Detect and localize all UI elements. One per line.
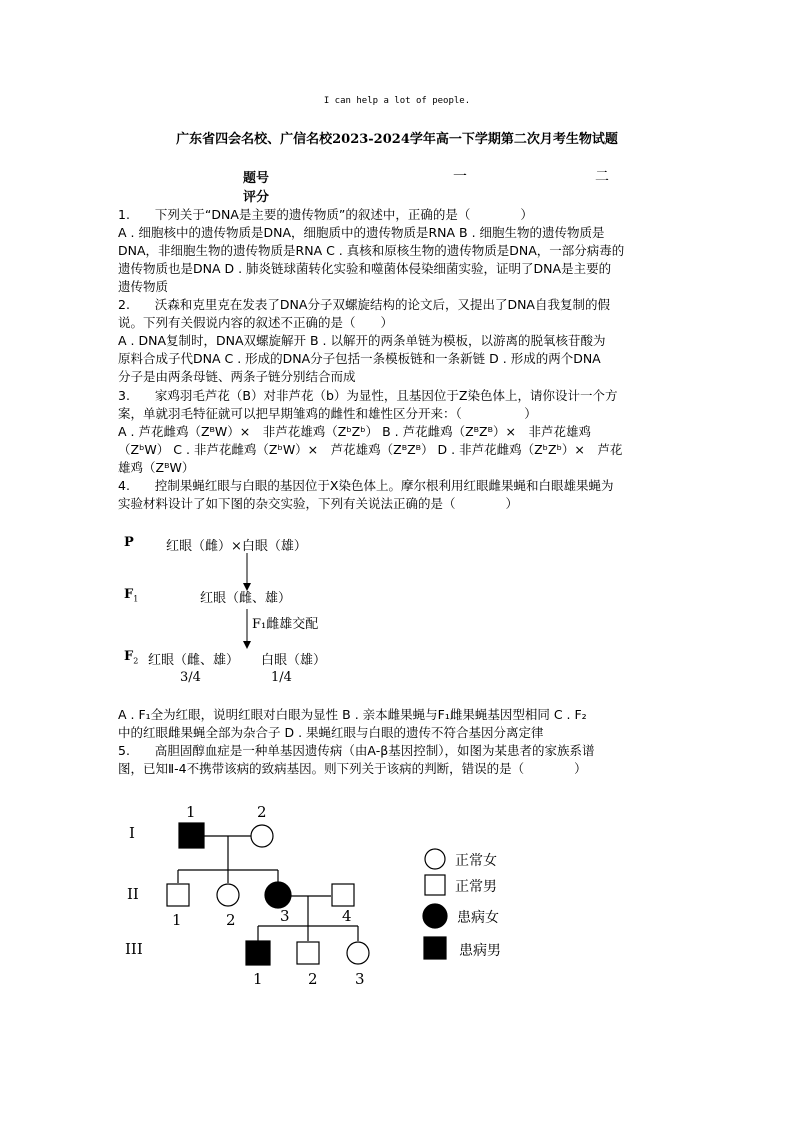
question-2-options-line: 原料合成子代DNA C . 形成的DNA分子包括一条模板链和一条新链 D . 形成的两个DNA <box>118 351 601 366</box>
cross-f2-white: 白眼（雄） <box>261 653 327 668</box>
question-3-stem: 案，单就羽毛特征就可以把早期雏鸡的雌性和雄性区分开来：（ ） <box>118 406 537 421</box>
page-title: 广东省四会名校、广信名校2023-2024学年高一下学期第二次月考生物试题 <box>176 132 618 147</box>
pedigree-label-II-1: 1 <box>172 911 182 929</box>
pedigree-III-3-normal-female <box>347 942 369 964</box>
pedigree-II-1-normal-male <box>167 884 189 906</box>
legend-normal-male-icon <box>425 875 445 895</box>
header-note: I can help a lot of people. <box>323 96 471 106</box>
question-1-options-line: A . 细胞核中的遗传物质是DNA，细胞质中的遗传物质是RNA B . 细胞生物的遗传物质是 <box>118 225 605 240</box>
score-table-score-label: 评分 <box>243 190 270 205</box>
cross-f2-label: $F_2$ <box>124 649 139 666</box>
cross-p-label: P <box>124 535 134 550</box>
question-2-stem: 2. 沃森和克里克在发表了DNA分子双螺旋结构的论文后，又提出了DNA自我复制的假 <box>118 297 610 312</box>
question-3-options-line: 雄鸡（ZᴮW） <box>118 460 195 475</box>
legend-affected-female-icon <box>423 904 447 928</box>
question-2-options-line: A . DNA复制时，DNA双螺旋解开 B . 以解开的两条单链为模板，以游离的脱氧核苷酸为 <box>118 333 606 348</box>
question-4-options-line: 中的红眼雌果蝇全部为杂合子 D . 果蝇红眼与白眼的遗传不符合基因分离定律 <box>118 725 544 740</box>
pedigree-II-4-normal-male <box>332 884 354 906</box>
pedigree-III-2-normal-male <box>297 942 319 964</box>
score-table-question-label: 题号 <box>243 171 270 186</box>
score-table-col-2: 二 <box>595 169 609 185</box>
question-3-options-line: （ZᵇW） C . 非芦花雌鸡（ZᵇW）× 芦花雄鸡（ZᴮZᴮ） D . 非芦花雌鸡（ZᵇZᵇ）× 芦花 <box>118 442 623 457</box>
cross-ratio-red: 3/4 <box>180 670 201 685</box>
question-1-options-line: 遗传物质 <box>118 279 169 294</box>
question-4-options-line: A . F₁全为红眼，说明红眼对白眼为显性 B . 亲本雌果蝇与F₁雌果蝇基因型相同 C . F₂ <box>118 707 587 722</box>
question-5 <box>118 742 678 778</box>
question-4-stem: 4. 控制果蝇红眼与白眼的基因位于X染色体上。摩尔根利用红眼雌果蝇和白眼雄果蝇为 <box>118 478 614 493</box>
pedigree-II-3-affected-female <box>265 882 291 908</box>
legend-affected-female-label: 患病女 <box>457 910 499 926</box>
cross-arrows <box>118 525 378 695</box>
cross-arrowhead-2 <box>243 641 251 649</box>
pedigree-generation-I: I <box>129 824 135 842</box>
cross-ratio-white: 1/4 <box>271 670 292 685</box>
cross-f1-mating: F₁雌雄交配 <box>252 617 319 632</box>
pedigree-chart <box>118 795 538 995</box>
question-5-stem: 图，已知Ⅱ-4不携带该病的致病基因。则下列关于该病的判断，错误的是（ ） <box>118 761 587 776</box>
question-1-options-line: 遗传物质也是DNA D . 肺炎链球菌转化实验和噬菌体侵染细菌实验，证明了DNA是主要的 <box>118 261 612 276</box>
question-5-stem: 5. 高胆固醇血症是一种单基因遗传病（由A-β基因控制），如图为某患者的家族系谱 <box>118 743 595 758</box>
pedigree-I-1-affected-male <box>179 823 204 848</box>
question-1-stem: 1. 下列关于“DNA是主要的遗传物质”的叙述中，正确的是（ ） <box>118 207 533 222</box>
cross-diagram <box>118 525 378 695</box>
question-3 <box>118 387 678 477</box>
cross-p-text: 红眼（雌）×白眼（雄） <box>166 539 307 554</box>
cross-f1-text: 红眼（雌、雄） <box>200 591 292 606</box>
legend-affected-male-icon <box>424 937 446 959</box>
question-3-options-line: A . 芦花雌鸡（ZᴮW）× 非芦花雄鸡（ZᵇZᵇ） B . 芦花雌鸡（ZᴮZᴮ）× 非芦花雄鸡 <box>118 424 591 439</box>
pedigree-label-II-2: 2 <box>226 911 236 929</box>
cross-f2-red: 红眼（雌、雄） <box>148 653 240 668</box>
pedigree-label-II-3: 3 <box>280 907 290 925</box>
question-1 <box>118 206 678 296</box>
cross-f1-label: $F_1$ <box>124 587 139 604</box>
pedigree-II-2-normal-female <box>217 884 239 906</box>
pedigree-label-II-4: 4 <box>342 907 352 925</box>
legend-normal-female-label: 正常女 <box>455 853 497 869</box>
pedigree-label-III-2: 2 <box>308 970 318 988</box>
pedigree-label-III-1: 1 <box>253 970 263 988</box>
pedigree-label-III-3: 3 <box>355 970 365 988</box>
legend-normal-male-label: 正常男 <box>455 879 497 895</box>
score-table-col-1: 一 <box>453 169 467 185</box>
question-2-stem: 说。下列有关假说内容的叙述不正确的是（ ） <box>118 315 394 330</box>
question-4 <box>118 477 678 513</box>
question-4-answers <box>118 706 678 742</box>
pedigree-label-I-1: 1 <box>186 803 196 821</box>
pedigree-generation-II: II <box>127 885 139 903</box>
pedigree-label-I-2: 2 <box>257 803 267 821</box>
question-1-options-line: DNA，非细胞生物的遗传物质是RNA C . 真核和原核生物的遗传物质是DNA，一部分病毒的 <box>118 243 625 258</box>
question-2-options-line: 分子是由两条母链、两条子链分别结合而成 <box>118 369 356 384</box>
legend-affected-male-label: 患病男 <box>459 943 501 959</box>
pedigree-generation-III: III <box>125 940 143 958</box>
pedigree-III-1-affected-male <box>246 941 270 965</box>
legend-normal-female-icon <box>425 849 445 869</box>
pedigree-I-2-normal-female <box>251 825 273 847</box>
question-4-stem: 实验材料设计了如下图的杂交实验，下列有关说法正确的是（ ） <box>118 496 519 511</box>
question-2 <box>118 296 678 386</box>
question-3-stem: 3. 家鸡羽毛芦花（B）对非芦花（b）为显性，且基因位于Z染色体上，请你设计一个方 <box>118 388 618 403</box>
